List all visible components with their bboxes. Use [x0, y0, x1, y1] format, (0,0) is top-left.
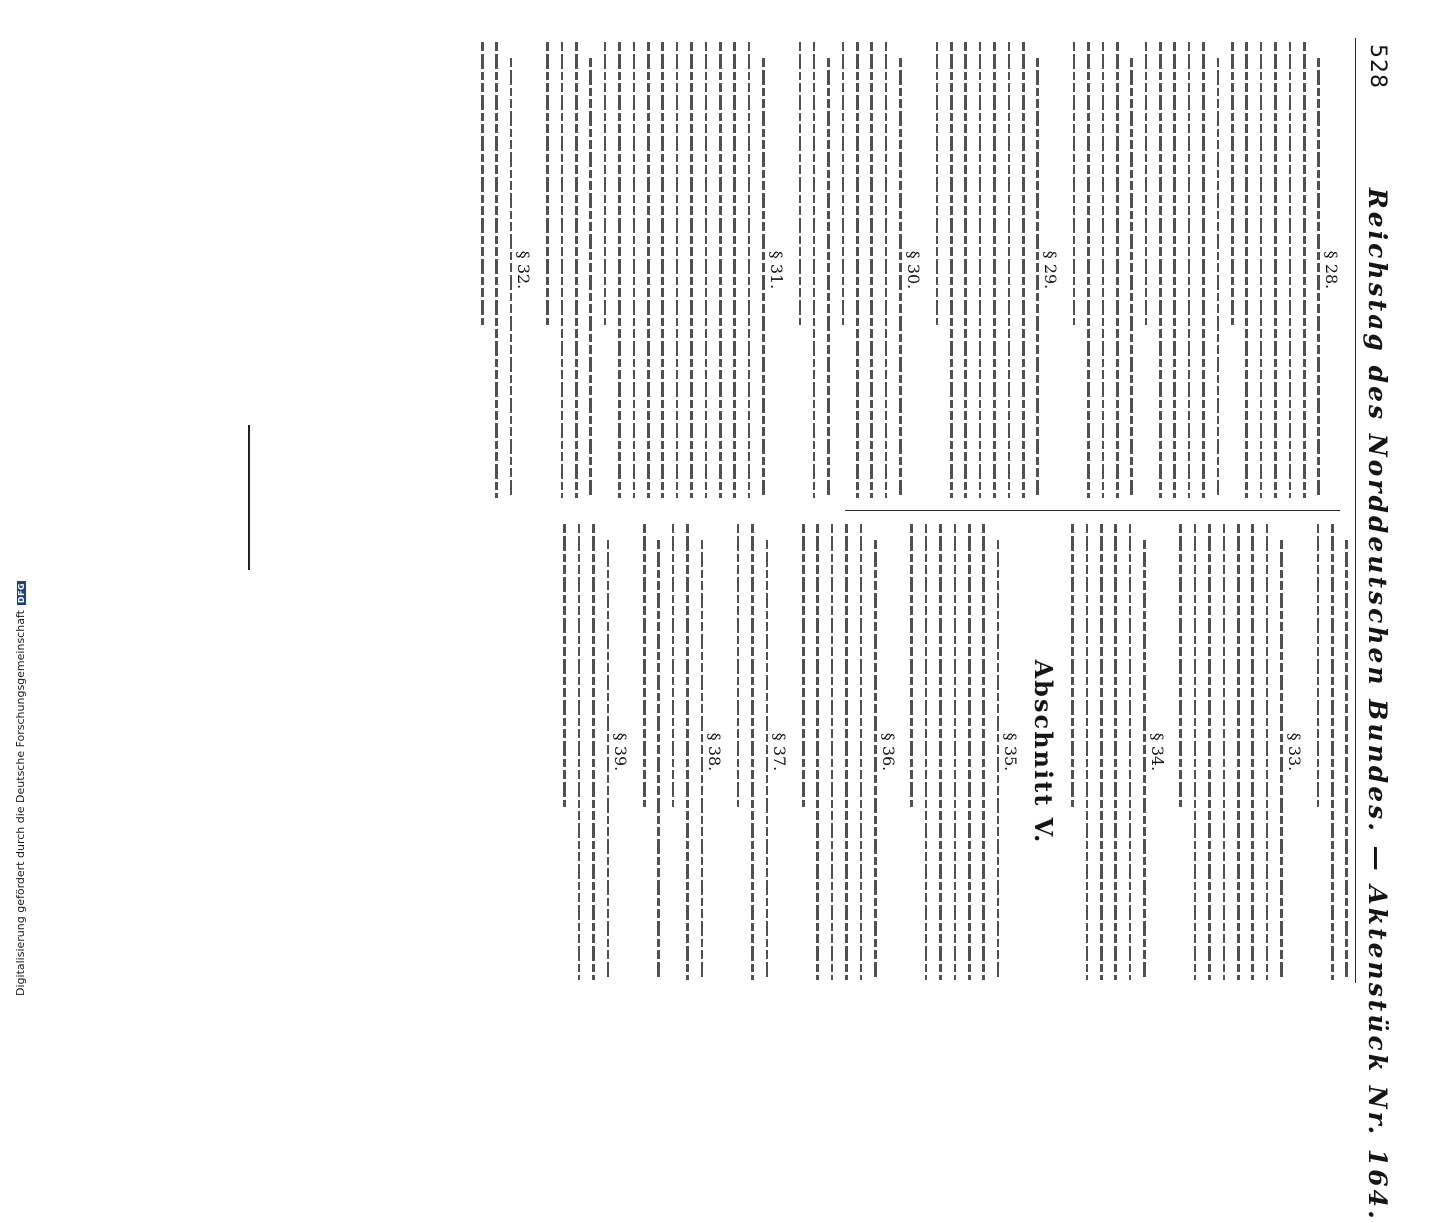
text-line	[766, 540, 769, 980]
text-line	[1245, 42, 1248, 498]
text-line	[546, 42, 549, 325]
text-line	[1188, 42, 1191, 498]
funding-text: Digitalisierung gefördert durch die Deutsche Forschungsgemeinschaft	[14, 610, 27, 996]
text-line	[1194, 524, 1197, 980]
text-line	[1159, 42, 1162, 498]
section-mark: § 31.	[766, 250, 786, 290]
left-column	[469, 42, 1348, 498]
text-line	[1260, 42, 1263, 498]
text-paragraph	[799, 42, 830, 498]
text-line	[1317, 58, 1320, 498]
text-line	[661, 42, 664, 498]
text-line	[1266, 524, 1269, 980]
text-paragraph	[1317, 524, 1348, 980]
right-column	[552, 524, 1348, 980]
section-mark: § 36.	[878, 732, 898, 772]
text-line	[737, 524, 740, 807]
text-line	[831, 524, 834, 980]
text-line	[592, 524, 595, 980]
text-line	[701, 540, 704, 980]
running-head: Reichstag des Norddeutschen Bundes. — Aktenstück Nr. 164.	[1363, 188, 1392, 1222]
text-line	[705, 42, 708, 498]
text-paragraph	[936, 42, 1039, 498]
text-line	[1145, 42, 1148, 325]
text-paragraph	[604, 42, 765, 498]
text-paragraph	[1071, 524, 1146, 980]
text-line	[860, 524, 863, 980]
text-line	[604, 42, 607, 325]
text-line	[672, 524, 675, 807]
text-line	[1345, 540, 1348, 980]
text-line	[842, 42, 845, 325]
text-paragraph	[672, 524, 703, 980]
text-line	[733, 42, 736, 498]
section-mark: § 28.	[1322, 250, 1341, 290]
text-line	[939, 524, 942, 980]
text-line	[1231, 42, 1234, 325]
rotated-sheet	[350, 38, 1400, 1222]
section-mark: § 37.	[770, 732, 790, 772]
text-line	[936, 42, 939, 325]
text-paragraph	[643, 524, 660, 980]
text-line	[856, 42, 859, 498]
text-line	[954, 524, 957, 980]
section-mark: § 35.	[1001, 732, 1021, 772]
text-line	[950, 42, 953, 498]
text-line	[1114, 524, 1117, 980]
text-line	[686, 524, 689, 980]
text-line	[827, 58, 830, 498]
text-line	[813, 42, 816, 498]
text-line	[561, 42, 564, 498]
text-line	[633, 42, 636, 498]
text-line	[1036, 58, 1039, 498]
text-line	[993, 42, 996, 498]
text-line	[1208, 524, 1211, 980]
text-line	[968, 524, 971, 980]
text-paragraph	[1231, 42, 1320, 498]
text-line	[1143, 540, 1146, 980]
text-line	[1087, 42, 1090, 498]
section-mark: § 34.	[1147, 732, 1167, 772]
text-line	[510, 58, 513, 498]
part-heading: Abschnitt V.	[1029, 659, 1059, 845]
text-line	[870, 42, 873, 498]
text-line	[816, 524, 819, 980]
text-line	[1071, 524, 1074, 807]
margin-rule	[248, 425, 250, 570]
section-mark: § 32.	[514, 250, 534, 290]
text-paragraph	[546, 42, 592, 498]
text-line	[1180, 524, 1183, 807]
text-line	[1129, 524, 1132, 980]
text-line	[1331, 524, 1334, 980]
text-line	[1022, 42, 1025, 498]
text-line	[982, 524, 985, 980]
section-mark: § 30.	[903, 250, 923, 290]
text-line	[643, 524, 646, 807]
text-line	[578, 524, 581, 980]
text-line	[1251, 524, 1254, 980]
section-mark: § 38.	[705, 732, 725, 772]
text-line	[719, 42, 722, 498]
text-line	[762, 58, 765, 498]
text-line	[575, 42, 578, 498]
text-line	[964, 42, 967, 498]
text-line	[563, 524, 566, 807]
text-line	[802, 524, 805, 807]
text-line	[1174, 42, 1177, 498]
text-line	[495, 42, 498, 498]
text-paragraph	[563, 524, 609, 980]
text-line	[997, 540, 1000, 980]
section-mark: § 33.	[1284, 732, 1304, 772]
section-mark: § 29.	[1040, 250, 1060, 290]
text-line	[1289, 42, 1292, 498]
text-line	[799, 42, 802, 325]
text-line	[690, 42, 693, 498]
section-mark: § 39.	[611, 732, 631, 772]
text-line	[1317, 524, 1320, 807]
text-paragraph	[910, 524, 999, 980]
page-header	[1355, 38, 1394, 1222]
text-line	[925, 524, 928, 980]
text-line	[1237, 524, 1240, 980]
text-line	[1116, 42, 1119, 498]
text-line	[1086, 524, 1089, 980]
text-line	[885, 42, 888, 498]
text-line	[979, 42, 982, 498]
funding-footer	[14, 581, 27, 996]
text-line	[748, 42, 751, 498]
text-paragraph	[737, 524, 768, 980]
text-line	[1303, 42, 1306, 498]
text-line	[647, 42, 650, 498]
text-paragraph	[1180, 524, 1283, 980]
text-line	[1223, 524, 1226, 980]
text-line	[1008, 42, 1011, 498]
text-line	[589, 58, 592, 498]
page-number: 528	[1365, 44, 1390, 89]
text-line	[845, 524, 848, 980]
text-line	[1274, 42, 1277, 498]
text-line	[618, 42, 621, 498]
text-paragraph	[1073, 42, 1133, 498]
text-line	[910, 524, 913, 807]
text-line	[1202, 42, 1205, 498]
text-line	[1130, 58, 1133, 498]
text-line	[1102, 42, 1105, 498]
text-paragraph	[1145, 42, 1220, 498]
text-line	[1100, 524, 1103, 980]
text-paragraph	[481, 42, 512, 498]
column-divider	[845, 510, 1340, 511]
text-line	[1280, 540, 1283, 980]
text-line	[1217, 58, 1220, 498]
text-line	[657, 540, 660, 980]
text-line	[1073, 42, 1076, 325]
text-paragraph	[802, 524, 877, 980]
text-line	[676, 42, 679, 498]
dfg-logo: DFG	[17, 582, 26, 604]
text-line	[481, 42, 484, 325]
text-line	[899, 58, 902, 498]
text-paragraph	[842, 42, 902, 498]
text-line	[751, 524, 754, 980]
text-line	[607, 540, 610, 980]
text-line	[874, 540, 877, 980]
scanned-page	[350, 38, 1400, 1222]
